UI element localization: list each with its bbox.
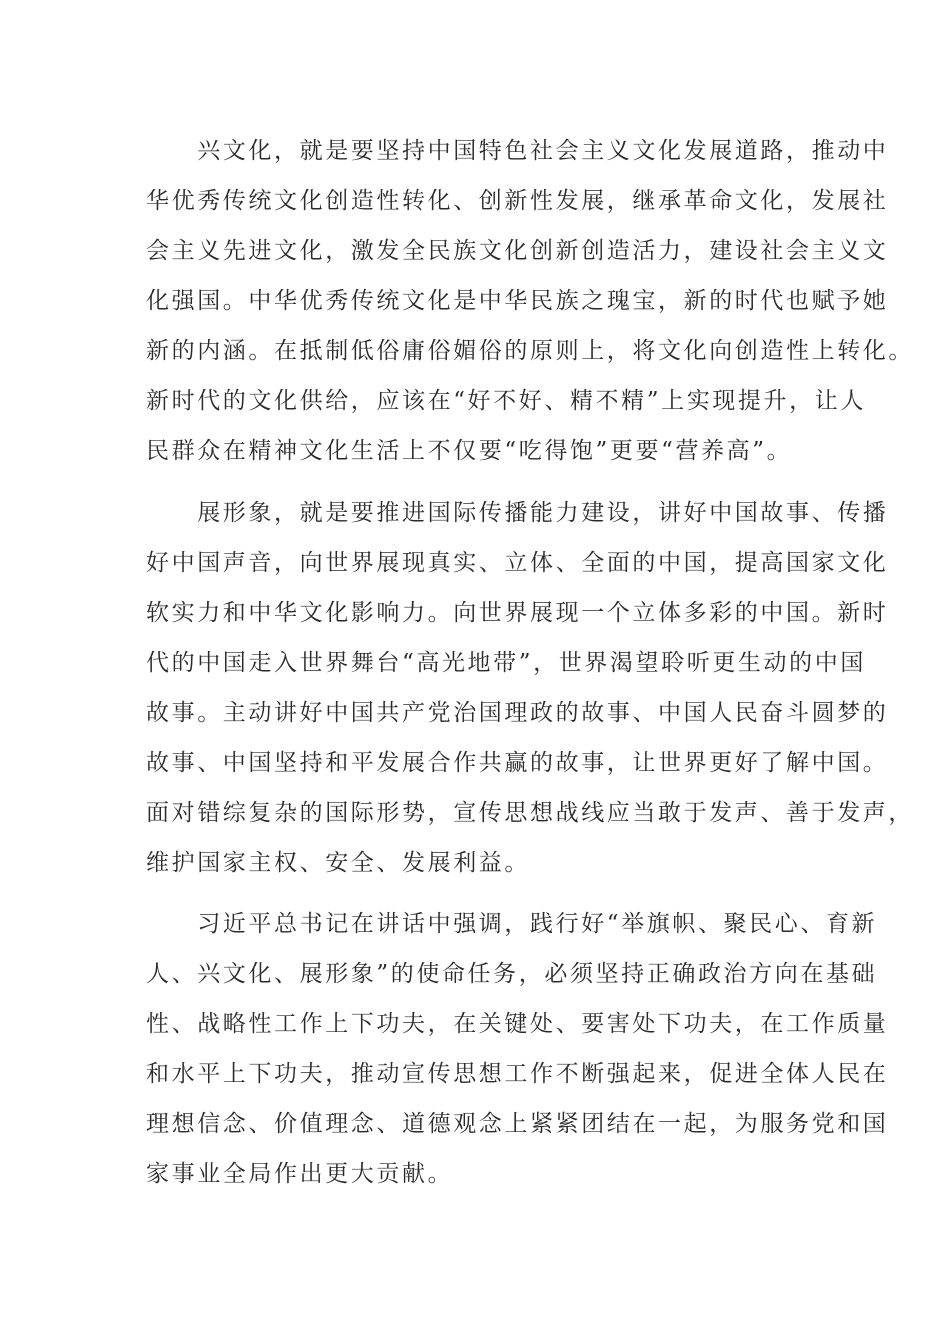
- text-line: 故事、中国坚持和平发展合作共赢的故事，让世界更好了解中国。: [146, 750, 889, 776]
- text-line: 和水平上下功夫，推动宣传思想工作不断强起来，促进全体人民在: [146, 1061, 889, 1087]
- text-line: 家事业全局作出更大贡献。: [146, 1161, 454, 1187]
- paragraph-conclusion: [146, 899, 889, 1199]
- paragraph-image: [146, 488, 914, 888]
- text-line: 民群众在精神文化生活上不仅要“吃得饱”更要“营养高”。: [146, 438, 793, 464]
- paragraph-culture: [146, 126, 914, 476]
- text-line: 性、战略性工作上下功夫，在关键处、要害处下功夫，在工作质量: [146, 1011, 889, 1037]
- text-line: 新时代的文化供给，应该在“好不好、精不精”上实现提升，让人: [146, 388, 866, 414]
- text-line: 维护国家主权、安全、发展利益。: [146, 850, 530, 876]
- text-line: 展形象，就是要推进国际传播能力建设，讲好中国故事、传播: [146, 500, 889, 526]
- text-line: 华优秀传统文化创造性转化、创新性发展，继承革命文化，发展社: [146, 188, 889, 214]
- text-line: 好中国声音，向世界展现真实、立体、全面的中国，提高国家文化: [146, 550, 889, 576]
- text-line: 人、兴文化、展形象”的使命任务，必须坚持正确政治方向在基础: [146, 961, 878, 987]
- text-line: 会主义先进文化，激发全民族文化创新创造活力，建设社会主义文: [146, 238, 889, 264]
- text-line: 新的内涵。在抵制低俗庸俗媚俗的原则上，将文化向创造性上转化。: [146, 338, 914, 364]
- text-line: 习近平总书记在讲话中强调，践行好“举旗帜、聚民心、育新: [146, 911, 878, 937]
- text-line: 面对错综复杂的国际形势，宣传思想战线应当敢于发声、善于发声，: [146, 800, 914, 826]
- text-line: 代的中国走入世界舞台“高光地带”，世界渴望聆听更生动的中国: [146, 650, 866, 676]
- text-line: 化强国。中华优秀传统文化是中华民族之瑰宝，新的时代也赋予她: [146, 288, 889, 314]
- text-line: 兴文化，就是要坚持中国特色社会主义文化发展道路，推动中: [146, 138, 889, 164]
- text-line: 故事。主动讲好中国共产党治国理政的故事、中国人民奋斗圆梦的: [146, 700, 889, 726]
- text-line: 理想信念、价值理念、道德观念上紧紧团结在一起，为服务党和国: [146, 1111, 889, 1137]
- text-line: 软实力和中华文化影响力。向世界展现一个立体多彩的中国。新时: [146, 600, 889, 626]
